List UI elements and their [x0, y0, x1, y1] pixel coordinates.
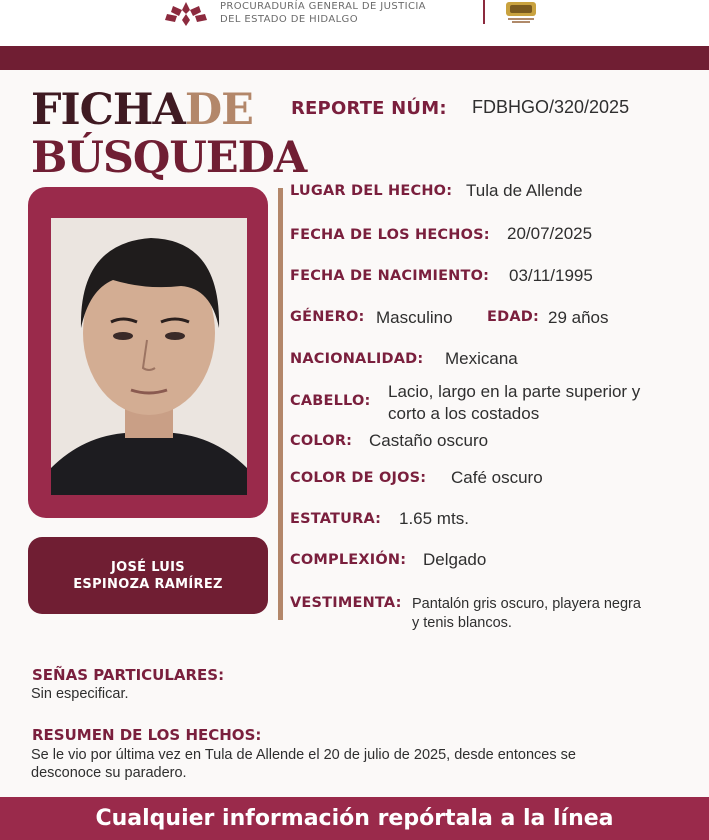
header-band [0, 46, 709, 70]
org-line-2: DEL ESTADO DE HIDALGO [220, 14, 358, 25]
state-crest-icon [502, 0, 540, 24]
header-divider [483, 0, 485, 24]
nacionalidad-label: NACIONALIDAD: [290, 351, 424, 367]
person-portrait-icon [51, 218, 247, 495]
title-line-1 [31, 86, 253, 134]
fecha-hechos-value: 20/07/2025 [507, 224, 593, 243]
fecha-hechos-label: FECHA DE LOS HECHOS: [290, 227, 490, 243]
senas-text: Sin especificar. [31, 686, 129, 702]
resumen-text-line-1: Se le vio por última vez en Tula de Allende el 20 de julio de 2025, desde entonces se [31, 747, 576, 763]
complexion-label: COMPLEXIÓN: [290, 552, 407, 568]
genero-label: GÉNERO: [290, 309, 365, 325]
vestimenta-value-line-1: Pantalón gris oscuro, playera negra [412, 596, 641, 612]
resumen-label: RESUMEN DE LOS HECHOS: [32, 726, 262, 744]
lugar-value: Tula de Allende [466, 181, 583, 200]
cabello-value-line-2: corto a los costados [388, 404, 540, 423]
nacionalidad-value: Mexicana [445, 349, 518, 368]
resumen-text-line-2: desconoce su paradero. [31, 765, 187, 781]
complexion-value: Delgado [423, 550, 487, 569]
senas-label: SEÑAS PARTICULARES: [32, 666, 225, 684]
fecha-nacimiento-value: 03/11/1995 [509, 266, 593, 285]
org-line-1: PROCURADURÍA GENERAL DE JUSTICIA [220, 1, 426, 12]
title-de: DE [184, 85, 253, 135]
footer-banner: Cualquier información repórtala a la línea [0, 797, 709, 840]
color-ojos-label: COLOR DE OJOS: [290, 470, 427, 486]
report-number-value: FDBHGO/320/2025 [472, 97, 630, 117]
institution-logo-icon [163, 0, 209, 26]
vertical-divider [278, 188, 283, 620]
color-ojos-value: Café oscuro [451, 468, 543, 487]
vestimenta-label: VESTIMENTA: [290, 595, 402, 611]
color-value: Castaño oscuro [369, 431, 489, 450]
lugar-label: LUGAR DEL HECHO: [290, 183, 453, 199]
edad-value: 29 años [548, 308, 609, 327]
edad-label: EDAD: [487, 309, 539, 325]
estatura-value: 1.65 mts. [399, 509, 469, 528]
cabello-value-line-1: Lacio, largo en la parte superior y [388, 382, 641, 401]
person-name-card [28, 537, 268, 614]
title-line-2: BÚSQUEDA [31, 133, 307, 183]
vestimenta-value-line-2: y tenis blancos. [412, 615, 512, 631]
report-number-label: REPORTE NÚM: [291, 98, 447, 119]
fecha-nacimiento-label: FECHA DE NACIMIENTO: [290, 268, 490, 284]
cabello-label: CABELLO: [290, 393, 371, 409]
estatura-label: ESTATURA: [290, 511, 382, 527]
person-photo [51, 218, 247, 495]
genero-value: Masculino [376, 308, 453, 327]
color-label: COLOR: [290, 433, 353, 449]
person-name-line-2: ESPINOZA RAMÍREZ [73, 576, 223, 592]
organization-name [220, 0, 426, 26]
person-name-line-1: JOSÉ LUIS [111, 559, 185, 575]
title-ficha: FICHA [31, 85, 185, 135]
